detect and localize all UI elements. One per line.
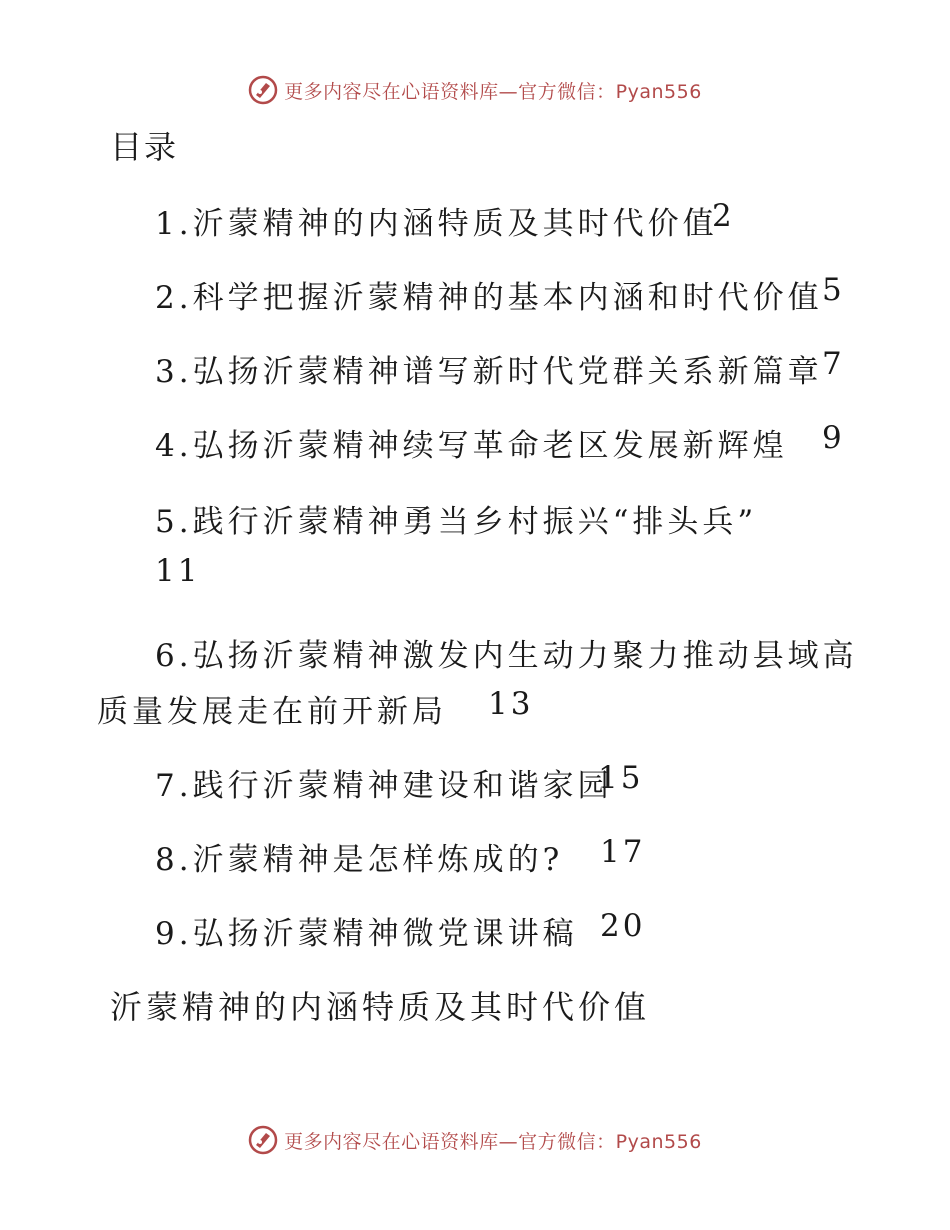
- toc-item-8-page: 17: [600, 834, 646, 870]
- toc-item-8-title[interactable]: 8.沂蒙精神是怎样炼成的?: [155, 842, 564, 878]
- section-title: 沂蒙精神的内涵特质及其时代价值: [110, 988, 651, 1026]
- toc-item-1-page: 2: [712, 198, 735, 234]
- logo-icon: [248, 75, 278, 105]
- toc-item-2-page: 5: [822, 272, 845, 308]
- toc-item-5-page: 11: [155, 553, 201, 589]
- toc-item-4-title[interactable]: 4.弘扬沂蒙精神续写革命老区发展新辉煌: [155, 428, 788, 464]
- toc-item-3-title[interactable]: 3.弘扬沂蒙精神谱写新时代党群关系新篇章: [155, 354, 823, 390]
- toc-item-6-title-line1[interactable]: 6.弘扬沂蒙精神激发内生动力聚力推动县域高: [155, 638, 858, 674]
- logo-icon: [248, 1125, 278, 1155]
- toc-item-1-title[interactable]: 1.沂蒙精神的内涵特质及其时代价值: [155, 206, 718, 242]
- banner-text: 更多内容尽在心语资料库—官方微信：Pyan556: [284, 1130, 702, 1153]
- toc-item-2-title[interactable]: 2.科学把握沂蒙精神的基本内涵和时代价值: [155, 280, 823, 316]
- footer-banner: [0, 1120, 950, 1160]
- toc-item-9-title[interactable]: 9.弘扬沂蒙精神微党课讲稿: [155, 916, 578, 952]
- toc-item-5-title[interactable]: 5.践行沂蒙精神勇当乡村振兴“排头兵”: [155, 504, 758, 540]
- header-banner: [0, 70, 950, 110]
- toc-item-7-page: 15: [598, 760, 644, 796]
- toc-item-3-page: 7: [822, 346, 845, 382]
- page-title: 目录: [110, 128, 179, 166]
- banner-text: 更多内容尽在心语资料库—官方微信：Pyan556: [284, 80, 702, 103]
- toc-item-6-title-line2[interactable]: 质量发展走在前开新局: [97, 694, 447, 730]
- toc-item-9-page: 20: [600, 908, 646, 944]
- toc-item-7-title[interactable]: 7.践行沂蒙精神建设和谐家园: [155, 768, 613, 804]
- toc-item-6-page: 13: [488, 686, 534, 722]
- toc-item-4-page: 9: [822, 420, 845, 456]
